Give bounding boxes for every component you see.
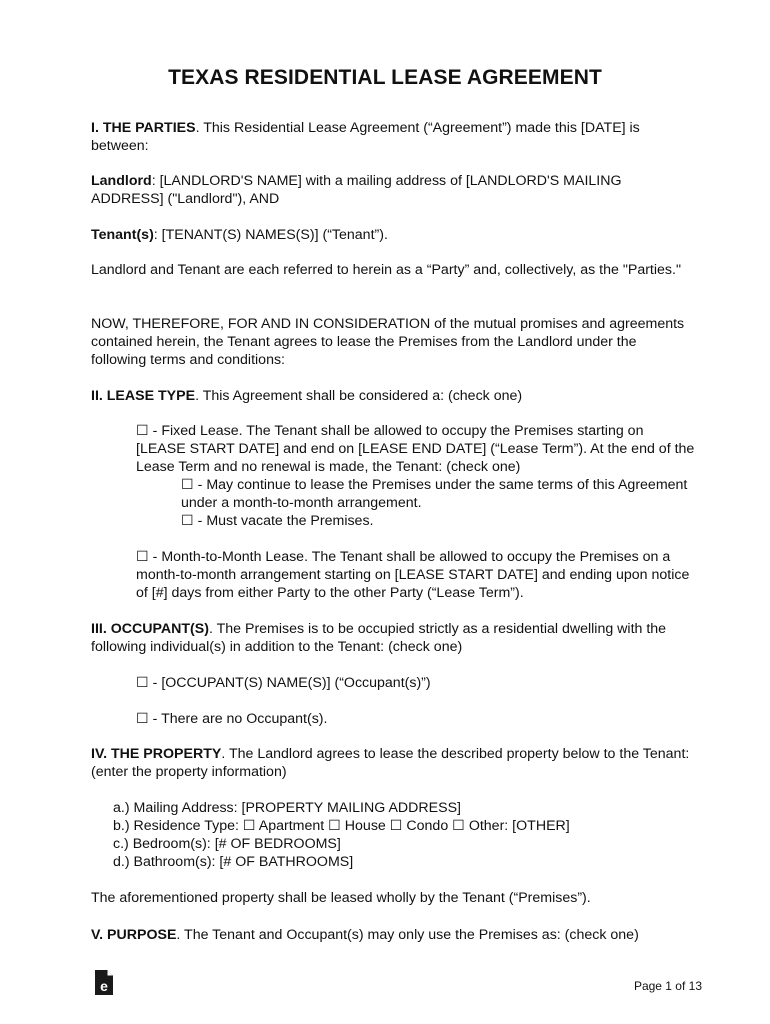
lease-type-text: . This Agreement shall be considered a: (check one)	[195, 388, 523, 404]
landlord-paragraph	[91, 172, 691, 208]
list-item: c.) Bedroom(s): [# OF BEDROOMS]	[113, 836, 341, 852]
occupants-text: . The Premises is to be occupied strictly as a residential dwelling with the following individual(s) in addition to the Tenant: (check one)	[91, 621, 667, 655]
parties-paragraph	[91, 119, 691, 155]
purpose-paragraph	[91, 926, 691, 944]
occupants-paragraph	[91, 620, 691, 656]
list-item: d.) Bathroom(s): [# OF BATHROOMS]	[113, 854, 354, 870]
occupants-heading: III. OCCUPANT(S)	[91, 621, 209, 637]
eforms-logo-icon	[94, 969, 114, 996]
consideration-paragraph: NOW, THEREFORE, FOR AND IN CONSIDERATION of the mutual promises and agreements contained herein, the Tenant agrees to lease the Premises from the Landlord under the following terms and conditions:	[91, 316, 685, 368]
lease-type-heading: II. LEASE TYPE	[91, 388, 196, 404]
property-details-list	[113, 799, 570, 871]
fixed-lease-continue-option: ☐ - May continue to lease the Premises under the same terms of this Agreement under a month-to-month arrangement.	[181, 477, 688, 511]
property-heading: IV. THE PROPERTY	[91, 746, 222, 762]
list-item: a.) Mailing Address: [PROPERTY MAILING ADDRESS]	[113, 800, 461, 816]
list-item: b.) Residence Type: ☐ Apartment ☐ House ☐ Condo ☐ Other: [OTHER]	[113, 818, 570, 834]
svg-text:e: e	[100, 978, 108, 994]
purpose-heading: V. PURPOSE	[91, 927, 177, 943]
page-number: Page 1 of 13	[633, 979, 702, 993]
fixed-lease-vacate-option: ☐ - Must vacate the Premises.	[181, 513, 374, 529]
occupant-names-option: ☐ - [OCCUPANT(S) NAME(S)] (“Occupant(s)”)	[136, 675, 431, 691]
month-to-month-option: ☐ - Month-to-Month Lease. The Tenant shall be allowed to occupy the Premises on a month-to-month arrangement starting on [LEASE START DATE] and ending upon notice of [#] days from either Party to the other Party (“Lease Term”).	[136, 549, 690, 601]
landlord-text: : [LANDLORD'S NAME] with a mailing address of [LANDLORD'S MAILING ADDRESS] ("Landlord"), AND	[91, 173, 622, 207]
party-definition-paragraph: Landlord and Tenant are each referred to herein as a “Party” and, collectively, as the "Parties."	[91, 262, 681, 278]
tenant-label: Tenant(s)	[91, 227, 154, 243]
document-title: TEXAS RESIDENTIAL LEASE AGREEMENT	[168, 66, 602, 89]
landlord-label: Landlord	[91, 173, 152, 189]
fixed-lease-option: ☐ - Fixed Lease. The Tenant shall be allowed to occupy the Premises starting on [LEASE START DATE] and end on [LEASE END DATE] (“Lease Term”). At the end of the Lease Term and no renewal is made, the Tenant: (check one)	[136, 423, 695, 475]
lease-type-paragraph	[91, 387, 691, 405]
parties-heading: I. THE PARTIES	[91, 120, 196, 136]
property-paragraph	[91, 745, 691, 781]
tenant-paragraph	[91, 226, 691, 244]
premises-paragraph: The aforementioned property shall be leased wholly by the Tenant (“Premises”).	[91, 890, 591, 906]
no-occupants-option: ☐ - There are no Occupant(s).	[136, 711, 328, 727]
purpose-text: . The Tenant and Occupant(s) may only use the Premises as: (check one)	[176, 927, 639, 943]
tenant-text: : [TENANT(S) NAMES(S)] (“Tenant”).	[153, 227, 388, 243]
parties-text: . This Residential Lease Agreement (“Agreement”) made this [DATE] is between:	[91, 120, 640, 154]
property-text: . The Landlord agrees to lease the described property below to the Tenant: (enter the property information)	[91, 746, 690, 780]
